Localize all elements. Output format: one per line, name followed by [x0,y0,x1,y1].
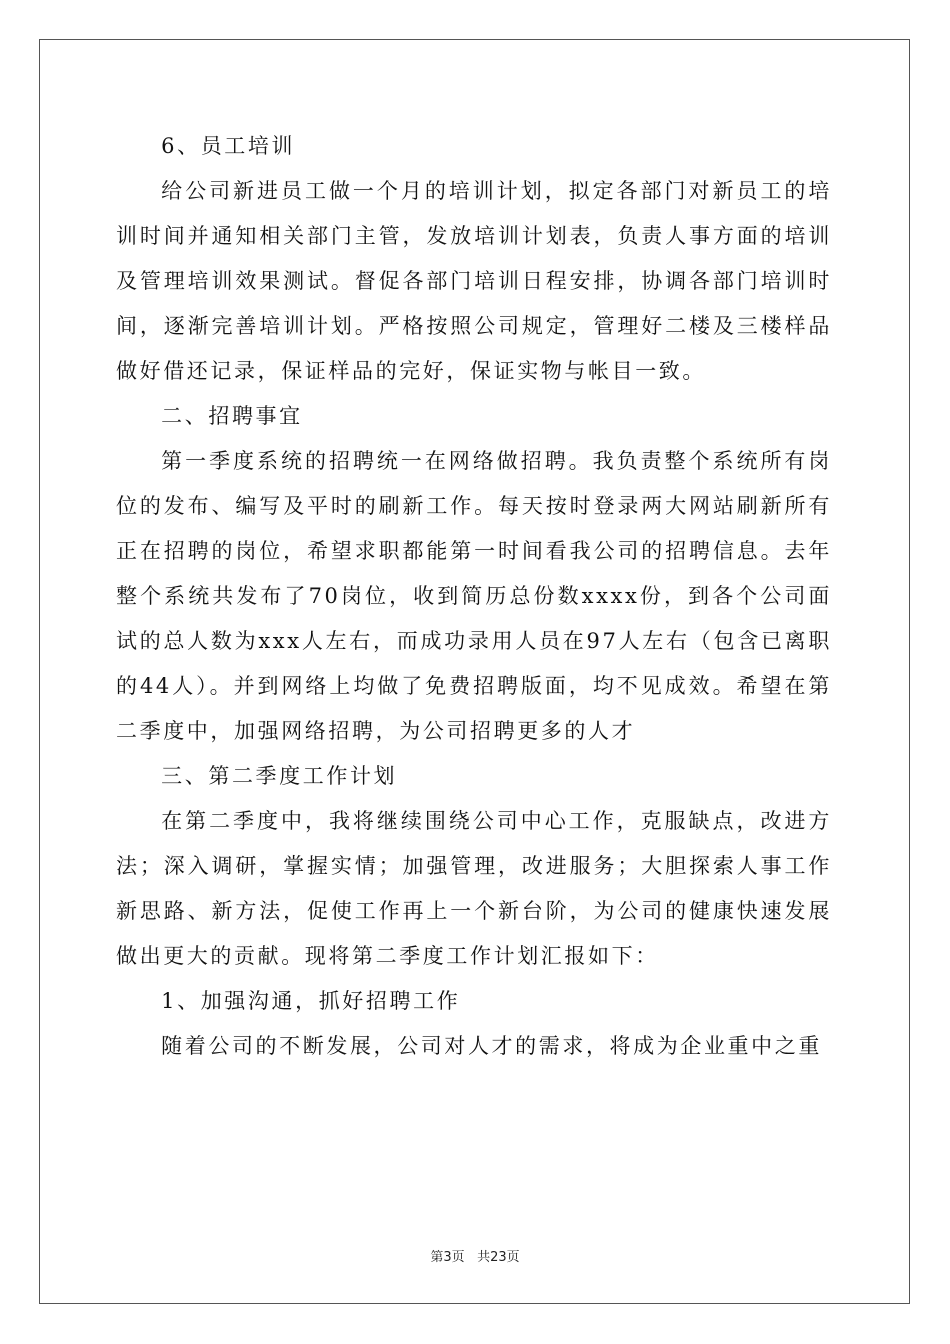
page-label-suffix: 页 [451,1250,465,1265]
document-body [116,124,832,1069]
section-heading: 6、员工培训 [161,134,296,158]
page-footer [0,1246,950,1265]
page-label-prefix: 第 [430,1250,444,1265]
total-pages: 23 [490,1250,507,1265]
page-number: 3 [443,1250,452,1265]
body-paragraph: 第一季度系统的招聘统一在网络做招聘。我负责整个系统所有岗位的发布、编写及平时的刷新工作。每天按时登录两大网站刷新所有正在招聘的岗位，希望求职都能第一时间看我公司的招聘信息。去年整个系统共发布了70岗位，收到简历总份数xxxx份，到各个公司面试的总人数为xxx人左右，而成功录用人员在97人左右（包含已离职的44人）。并到网络上均做了免费招聘版面，均不见成效。希望在第二季度中，加强网络招聘，为公司招聘更多的人才 [116,449,832,743]
total-label-suffix: 页 [506,1250,520,1265]
body-paragraph: 随着公司的不断发展，公司对人才的需求，将成为企业重中之重 [161,1034,822,1058]
total-label-prefix: 共 [477,1250,491,1265]
body-paragraph: 在第二季度中，我将继续围绕公司中心工作，克服缺点，改进方法；深入调研，掌握实情；加强管理，改进服务；大胆探索人事工作新思路、新方法，促使工作再上一个新台阶，为公司的健康快速发展做出更大的贡献。现将第二季度工作计划汇报如下： [116,809,832,968]
section-heading: 1、加强沟通，抓好招聘工作 [161,989,461,1013]
body-paragraph: 给公司新进员工做一个月的培训计划，拟定各部门对新员工的培训时间并通知相关部门主管，发放培训计划表，负责人事方面的培训及管理培训效果测试。督促各部门培训日程安排，协调各部门培训时间，逐渐完善培训计划。严格按照公司规定，管理好二楼及三楼样品做好借还记录，保证样品的完好，保证实物与帐目一致。 [116,179,832,383]
section-heading: 三、第二季度工作计划 [161,764,398,788]
section-heading: 二、招聘事宜 [161,404,303,428]
